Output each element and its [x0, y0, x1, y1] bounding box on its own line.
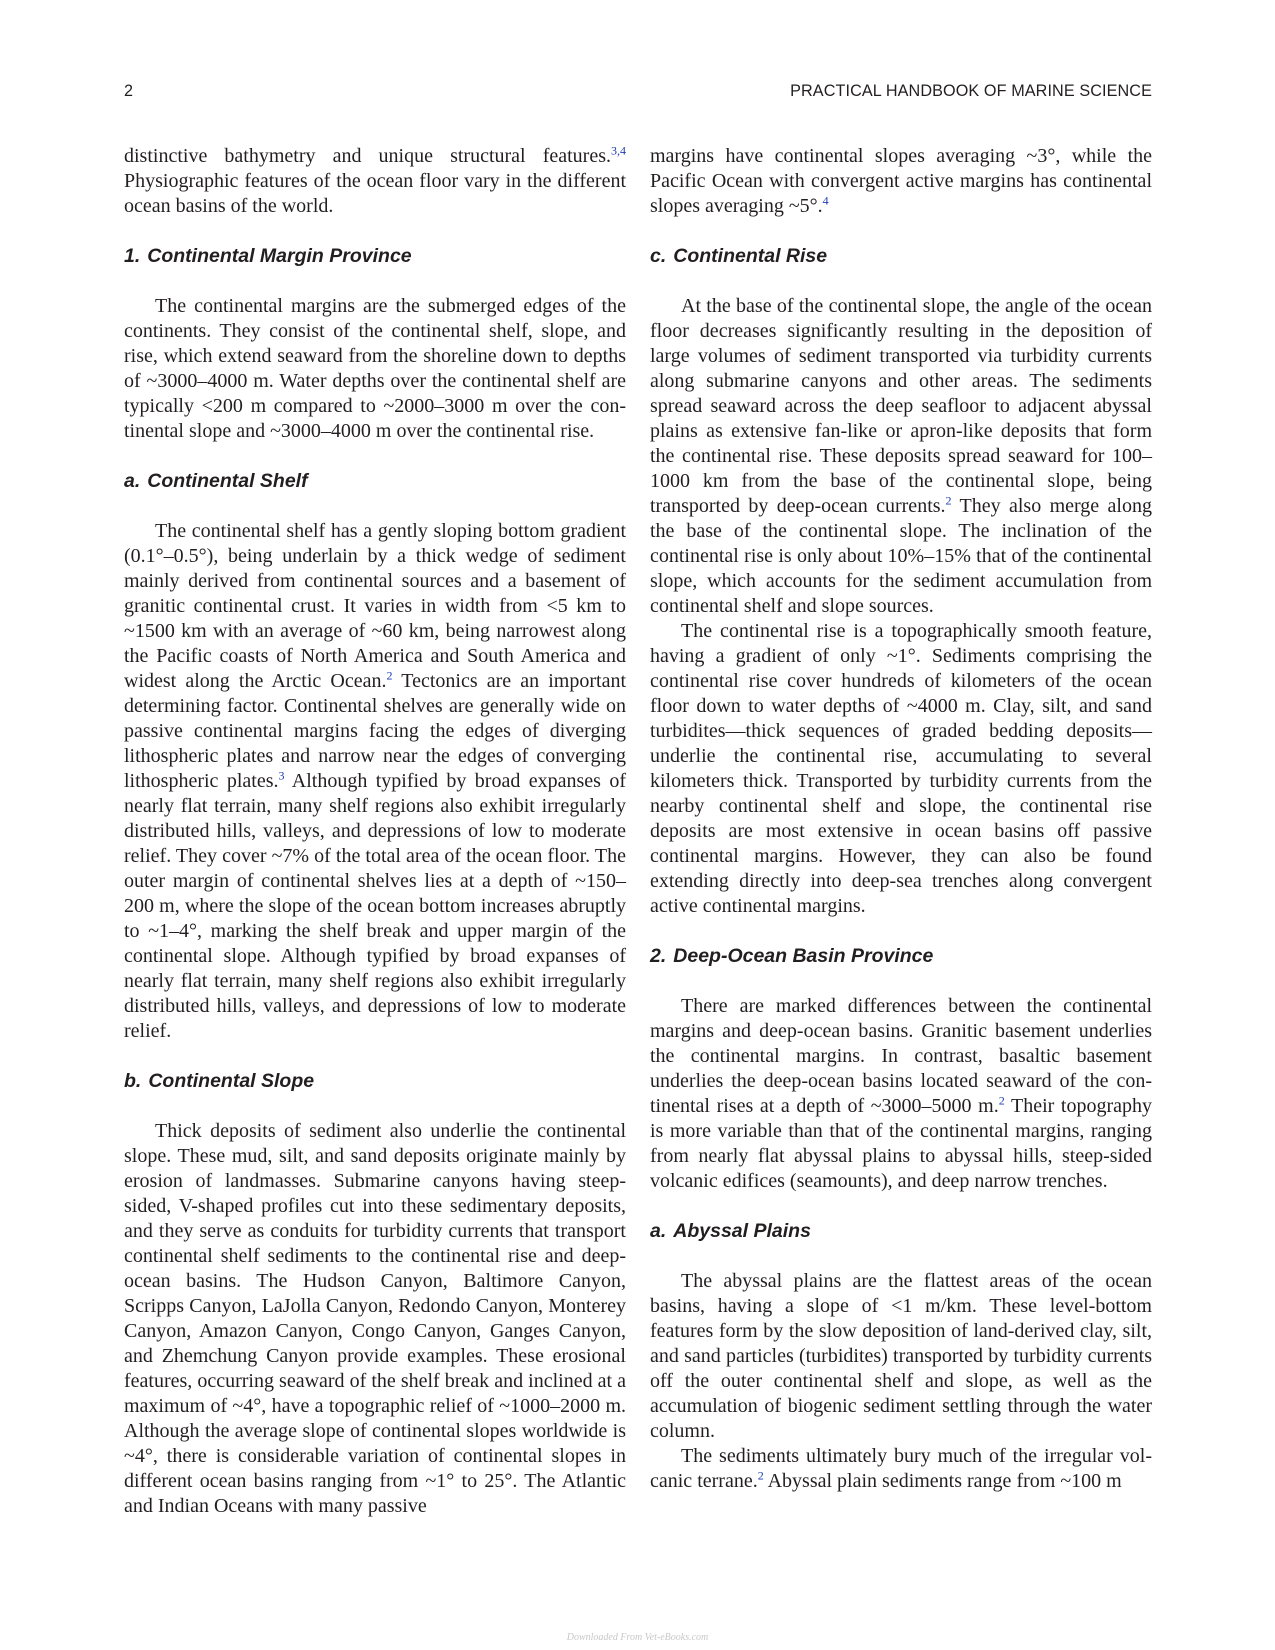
- subsection-heading-continental-slope: b. Continental Slope: [124, 1070, 315, 1092]
- subsection-heading-abyssal-plains: a. Abyssal Plains: [650, 1220, 811, 1242]
- section-heading-continental-margin: 1. Continental Margin Province: [124, 245, 412, 267]
- paragraph-continental-slope: Thick deposits of sediment also underlie the continental slope. These mud, silt, and sand deposits originate mainly by erosion of landmasses. Submarine canyons having steep-sided, V-shaped profiles cut into these sedimentary deposits, and they serve as conduits for turbidity currents that transport continental shelf sediments to the continental rise and deep-ocean basins. The Hudson Canyon, Baltimore Canyon, Scripps Canyon, LaJolla Canyon, Redondo Canyon, Monterey Canyon, Amazon Canyon, Congo Canyon, Ganges Canyon, and Zhemchung Canyon provide examples. These erosional features, occurring seaward of the shelf break and inclined at a maximum of ~4°, have a topographic relief of ~1000–2000 m. Although the average slope of continental slopes worldwide is ~4°, there is considerable variation of continental slopes in different ocean basins ranging from ~1° to 25°. The Atlantic and Indian Oceans with many passive: [124, 1120, 626, 1517]
- right-column: [650, 144, 1152, 1494]
- citation-link[interactable]: 3: [278, 768, 285, 783]
- citation-link[interactable]: 2: [757, 1468, 764, 1483]
- section-heading-deep-ocean-basin: 2. Deep-Ocean Basin Province: [650, 945, 934, 967]
- book-title: PRACTICAL HANDBOOK OF MARINE SCIENCE: [790, 82, 1152, 100]
- citation-link[interactable]: 2: [386, 668, 393, 683]
- paragraph-continental-rise-1: At the base of the continental slope, the angle of the ocean floor decreases significantly resulting in the deposition of large volumes of sediment transported via turbidity currents along submarine canyons and other areas. The sediments spread seaward across the deep seafloor to adjacent abyssal plains as extensive fan-like or apron-like deposits that form the continental rise. These deposits spread seaward for 100–1000 km from the base of the continental slope, being transported by deep-ocean currents.$^2$ They also merge along the base of the continental slope. The inclination of the continental rise is only about 10%–15% that of the continental slope, which accounts for the sediment accumulation from continental shelf and slope sources.: [650, 295, 1152, 617]
- paragraph-continental-margin: The continental margins are the submerged edges of the continents. They consist of the continental shelf, slope, and rise, which extend seaward from the shoreline down to depths of ~3000–4000 m. Water depths over the continental shelf are typically <200 m compared to ~2000–3000 m over the continental slope and ~3000–4000 m over the continental rise.: [124, 295, 626, 442]
- paragraph-deep-ocean-basin: There are marked differences between the continental margins and deep-ocean basins. Granitic basement underlies the continental margins. In contrast, basaltic basement underlies the deep-ocean basins located seaward of the continental rises at a depth of ~3000–5000 m.$^2$ Their topography is more variable than that of the continental margins, ranging from nearly flat abyssal plains to abyssal hills, steep-sided volcanic edifices (seamounts), and deep narrow trenches.: [650, 995, 1153, 1192]
- citation-link[interactable]: 2: [998, 1093, 1005, 1108]
- citation-link[interactable]: 2: [945, 493, 952, 508]
- paragraph-abyssal-plains-1: The abyssal plains are the flattest areas of the ocean basins, having a slope of <1 m/km. These level-bottom features form by the slow deposition of land-derived clay, silt, and sand particles (turbidites) transported by turbidity currents off the outer continental shelf and slope, as well as the accumulation of biogenic sediment settling through the water column.: [650, 1270, 1152, 1442]
- paragraph-continental-shelf: The continental shelf has a gently sloping bottom gradient (0.1°–0.5°), being underlain by a thick wedge of sediment mainly derived from continental sources and a basement of granitic continental crust. It varies in width from <5 km to ~1500 km with an average of ~60 km, being narrowest along the Pacific coasts of North America and South America and widest along the Arctic Ocean.$^2$ Tectonics are an important determining factor. Continental shelves are generally wide on passive continental margins facing the edges of diverging lithospheric plates and narrow near the edges of converging lithospheric plates.$^3$ Although typified by broad expanses of nearly flat terrain, many shelf regions also exhibit irregularly distributed hills, valleys, and depressions of low to moderate relief. They cover ~7% of the total area of the ocean floor. The outer margin of continental shelves lies at a depth of ~150–200 m, where the slope of the ocean bottom increases abruptly to ~1–4°, marking the shelf break and upper margin of the continental slope. Although typified by broad expanses of nearly flat terrain, many shelf regions also exhibit irregularly distributed hills, valleys, and depressions of low to moderate relief.: [124, 520, 627, 1042]
- paragraph-slope-continued: margins have continental slopes averaging ~3°, while the Pacific Ocean with convergent active margins has continental slopes averaging ~5°.$^4$: [650, 145, 1152, 217]
- citation-link[interactable]: 3,4: [611, 143, 626, 158]
- paragraph-intro-continued: distinctive bathymetry and unique structural features.$^{3,4}$ Physiographic features of the ocean floor vary in the different ocean basins of the world.: [124, 143, 626, 217]
- paragraph-continental-rise-2: The continental rise is a topographically smooth feature, having a gradient of only ~1°. Sediments comprising the continental rise cover hundreds of kilometers of the ocean floor down to water depths of ~4000 m. Clay, silt, and sand turbidites—thick sequences of graded bedding deposits—underlie the continental rise, accumulating to several kilometers thick. Transported by turbidity currents from the nearby continental shelf and slope, the continental rise deposits are most extensive in ocean basins off passive continental margins. However, they can also be found extending directly into deep-sea trenches along convergent active continental margins.: [650, 620, 1152, 917]
- subsection-heading-continental-shelf: a. Continental Shelf: [124, 470, 308, 492]
- download-watermark: Downloaded From Vet-eBooks.com: [566, 1632, 709, 1643]
- citation-link[interactable]: 4: [822, 193, 829, 208]
- paragraph-abyssal-plains-2: The sediments ultimately bury much of the irregular volcanic terrane.$^2$ Abyssal plain sediments range from ~100 m: [650, 1445, 1152, 1492]
- running-head: [124, 82, 1152, 104]
- page-number: 2: [124, 82, 134, 100]
- left-column: [124, 144, 626, 1519]
- subsection-heading-continental-rise: c. Continental Rise: [650, 245, 828, 267]
